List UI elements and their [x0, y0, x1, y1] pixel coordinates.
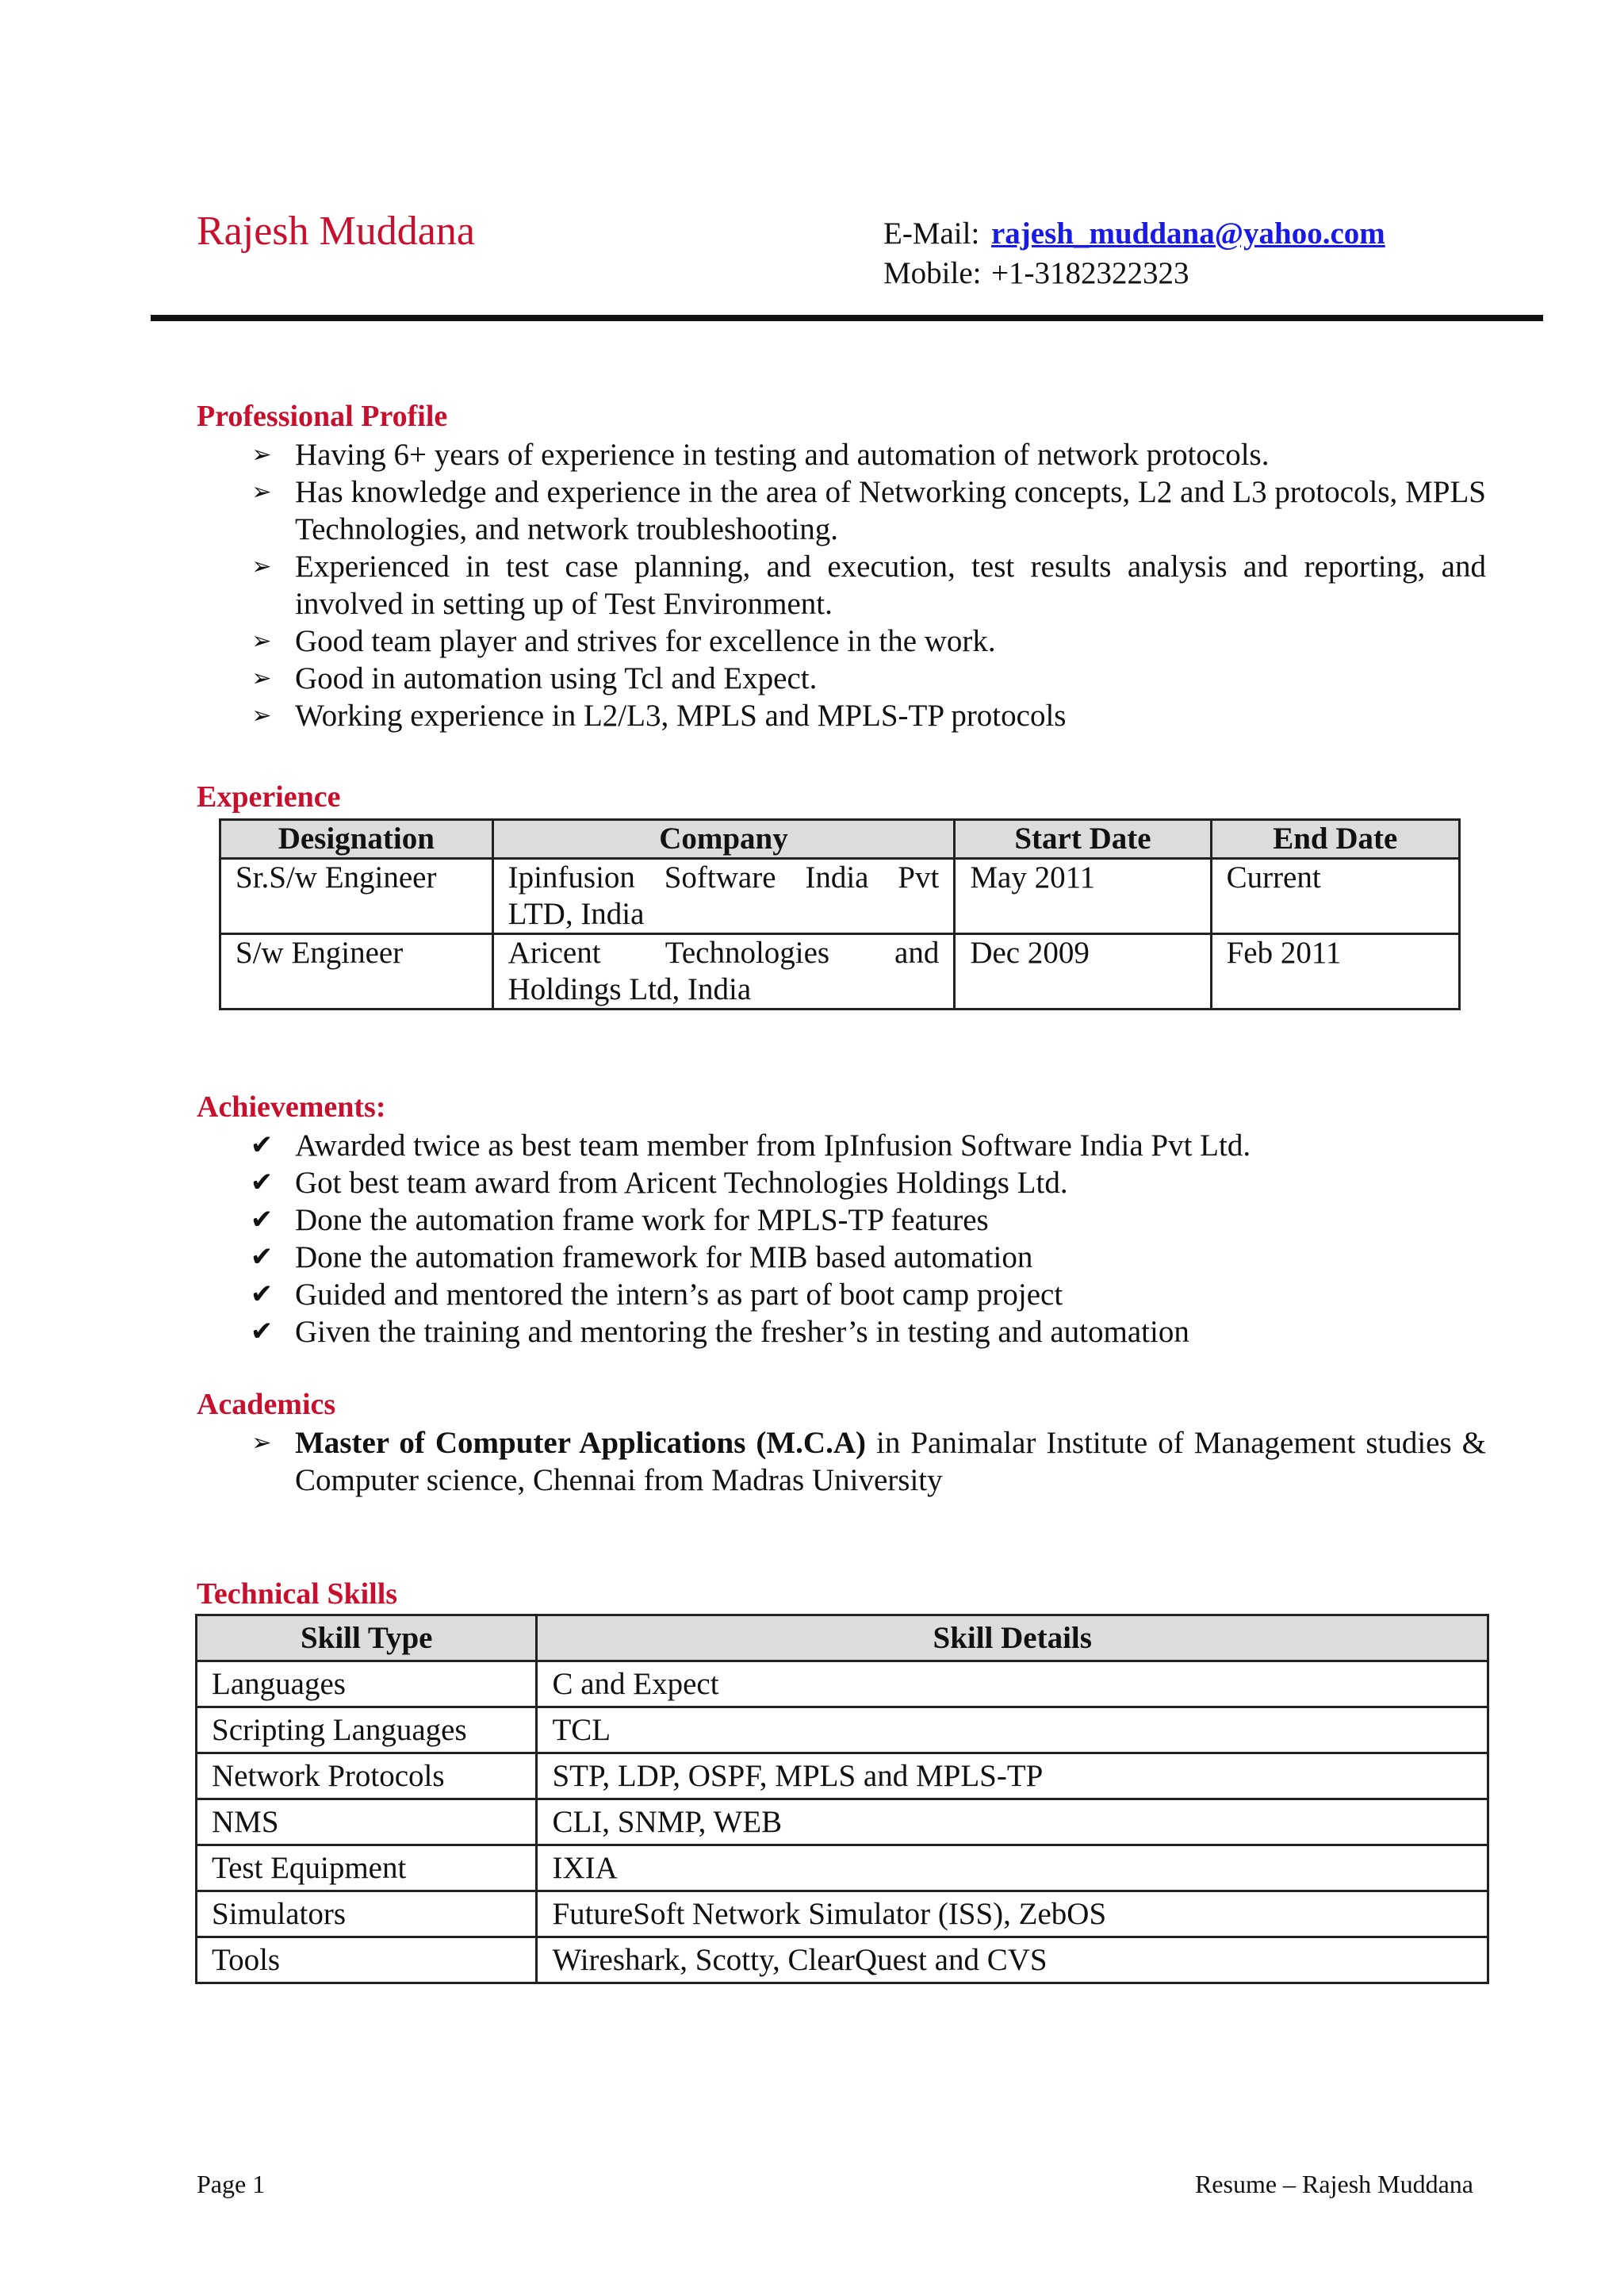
experience-heading: Experience: [197, 780, 341, 814]
table-row: [197, 1707, 1488, 1753]
achievements-heading: Achievements:: [197, 1090, 386, 1124]
list-item: ✔ Done the automation framework for MIB based automation: [197, 1239, 1486, 1276]
list-item: ✔ Awarded twice as best team member from IpInfusion Software India Pvt Ltd.: [197, 1127, 1486, 1164]
mobile-label: Mobile:: [883, 256, 982, 290]
degree-details: in Panimalar Institute of Management studies & Computer science, Chennai from Madras University: [295, 1426, 1486, 1497]
table-cell: NMS: [197, 1799, 537, 1845]
list-item: ➢ Has knowledge and experience in the area of Networking concepts, L2 and L3 protocols, MPLS Technologies, and network troubleshooting.: [197, 473, 1486, 548]
footer-title: Resume – Rajesh Muddana: [1194, 2170, 1473, 2198]
column-header: Start Date: [955, 820, 1211, 859]
table-cell: Tools: [197, 1937, 537, 1983]
skills-table: [195, 1614, 1489, 1984]
list-item: ✔ Guided and mentored the intern’s as part of boot camp project: [197, 1276, 1486, 1313]
list-item: ➢ Working experience in L2/L3, MPLS and MPLS-TP protocols: [197, 697, 1486, 734]
profile-heading: Professional Profile: [197, 400, 448, 433]
arrow-bullet-icon: ➢: [251, 478, 272, 506]
table-cell: C and Expect: [537, 1661, 1488, 1707]
email-row: [883, 214, 1385, 254]
column-header: Skill Type: [197, 1615, 537, 1661]
table-header-row: [197, 1615, 1488, 1661]
table-cell: Test Equipment: [197, 1845, 537, 1891]
table-cell: Wireshark, Scotty, ClearQuest and CVS: [537, 1937, 1488, 1983]
table-cell: CLI, SNMP, WEB: [537, 1799, 1488, 1845]
contact-block: [883, 214, 1385, 293]
skills-heading: Technical Skills: [197, 1577, 398, 1611]
table-cell: IXIA: [537, 1845, 1488, 1891]
table-row: [197, 1845, 1488, 1891]
table-cell: Scripting Languages: [197, 1707, 537, 1753]
column-header: Designation: [220, 820, 493, 859]
table-row: [197, 1891, 1488, 1937]
arrow-bullet-icon: ➢: [251, 1429, 272, 1457]
academics-list: [197, 1424, 1486, 1499]
list-item: ➢ Having 6+ years of experience in testing and automation of network protocols.: [197, 436, 1486, 473]
email-link[interactable]: rajesh_muddana@yahoo.com: [991, 216, 1385, 251]
arrow-bullet-icon: ➢: [251, 702, 272, 730]
arrow-bullet-icon: ➢: [251, 627, 272, 655]
table-cell: Aricent Technologies and Holdings Ltd, India: [492, 934, 955, 1010]
table-cell: May 2011: [955, 859, 1211, 934]
table-cell: Dec 2009: [955, 934, 1211, 1010]
list-item: [197, 1424, 1486, 1499]
table-cell: Feb 2011: [1211, 934, 1459, 1010]
list-item: ✔ Done the automation frame work for MPLS-TP features: [197, 1201, 1486, 1239]
table-cell: Sr.S/w Engineer: [220, 859, 493, 934]
table-cell: S/w Engineer: [220, 934, 493, 1010]
table-cell: Simulators: [197, 1891, 537, 1937]
list-item: ➢ Experienced in test case planning, and execution, test results analysis and reporting, and involved in setting up of Test Environment.: [197, 548, 1486, 623]
profile-list: [197, 436, 1486, 734]
checkmark-icon: ✔: [250, 1129, 274, 1161]
list-item: ➢ Good in automation using Tcl and Expect.: [197, 660, 1486, 697]
list-item: ✔ Got best team award from Aricent Technologies Holdings Ltd.: [197, 1164, 1486, 1201]
mobile-number: +1-3182322323: [991, 256, 1189, 290]
header-divider: [151, 315, 1543, 321]
checkmark-icon: ✔: [250, 1167, 274, 1198]
table-cell: Current: [1211, 859, 1459, 934]
email-label: E-Mail:: [883, 216, 980, 251]
table-cell: FutureSoft Network Simulator (ISS), ZebOS: [537, 1891, 1488, 1937]
table-row: [220, 859, 1460, 934]
table-cell: STP, LDP, OSPF, MPLS and MPLS-TP: [537, 1753, 1488, 1799]
checkmark-icon: ✔: [250, 1278, 274, 1310]
table-cell: Network Protocols: [197, 1753, 537, 1799]
list-item: ➢ Good team player and strives for excellence in the work.: [197, 623, 1486, 660]
checkmark-icon: ✔: [250, 1241, 274, 1273]
table-row: [197, 1661, 1488, 1707]
column-header: Skill Details: [537, 1615, 1488, 1661]
list-item: ✔ Given the training and mentoring the fresher’s in testing and automation: [197, 1313, 1486, 1351]
mobile-row: [883, 254, 1385, 293]
academics-heading: Academics: [197, 1388, 336, 1421]
arrow-bullet-icon: ➢: [251, 665, 272, 692]
degree-name: Master of Computer Applications (M.C.A): [295, 1426, 866, 1460]
checkmark-icon: ✔: [250, 1204, 274, 1236]
arrow-bullet-icon: ➢: [251, 553, 272, 580]
arrow-bullet-icon: ➢: [251, 441, 272, 469]
footer-page-number: Page 1: [197, 2170, 266, 2198]
experience-table: [219, 818, 1461, 1010]
table-row: [197, 1937, 1488, 1983]
checkmark-icon: ✔: [250, 1316, 274, 1347]
table-cell: Ipinfusion Software India Pvt LTD, India: [492, 859, 955, 934]
table-row: [220, 934, 1460, 1010]
column-header: Company: [492, 820, 955, 859]
candidate-name: Rajesh Muddana: [197, 209, 475, 254]
column-header: End Date: [1211, 820, 1459, 859]
table-header-row: [220, 820, 1460, 859]
table-row: [197, 1799, 1488, 1845]
achievements-list: [197, 1127, 1486, 1351]
table-cell: TCL: [537, 1707, 1488, 1753]
table-cell: Languages: [197, 1661, 537, 1707]
table-row: [197, 1753, 1488, 1799]
